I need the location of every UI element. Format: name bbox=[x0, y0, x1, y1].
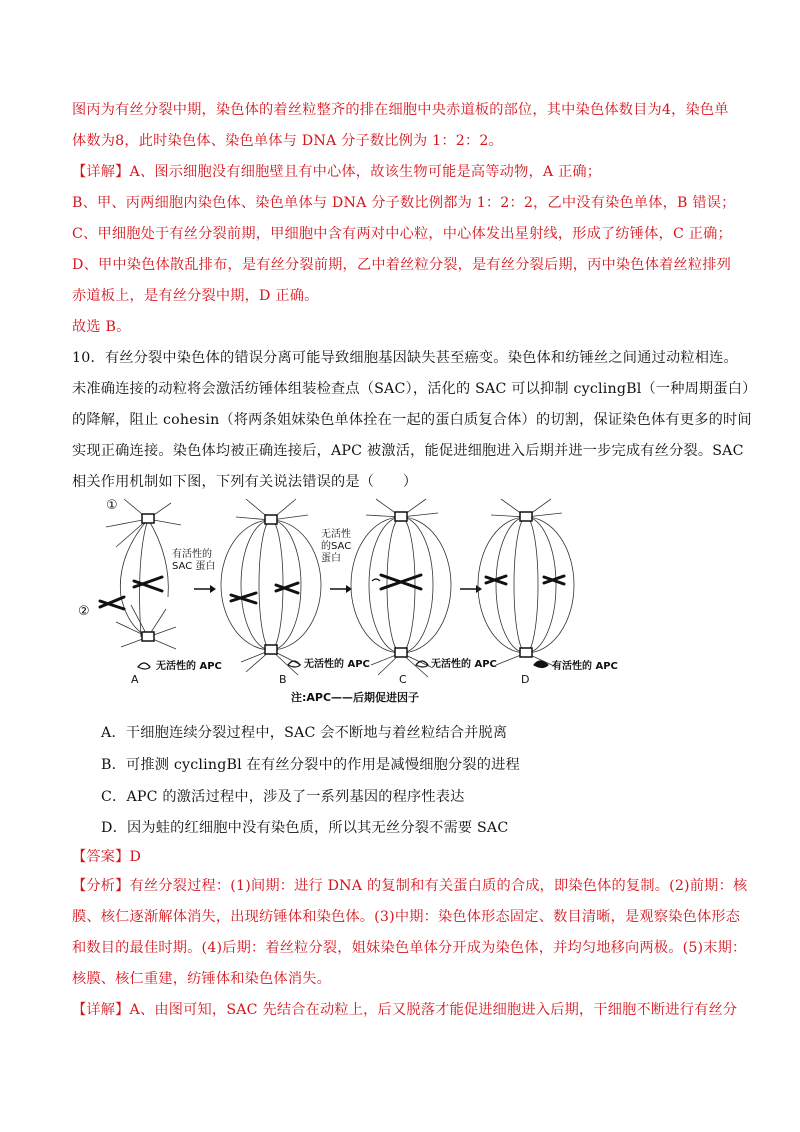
question-text: 的降解，阻止 cohesin（将两条姐妹染色单体拴在一起的蛋白质复合体）的切割，保证染色体有更多的时间 bbox=[72, 412, 752, 428]
text-line: 图丙为有丝分裂中期，染色体的着丝粒整齐的排在细胞中央赤道板的部位，其中染色体数目为4，染色单 bbox=[72, 102, 729, 118]
cell-b bbox=[221, 499, 370, 686]
marker-1: ① bbox=[106, 498, 118, 513]
inactive-apc-label: 无活性的 APC bbox=[431, 659, 497, 670]
text-line: C、甲细胞处于有丝分裂前期，甲细胞中含有两对中心粒，中心体发出星射线，形成了纺锤体，C 正确； bbox=[72, 226, 732, 242]
text-line: 【详解】A、图示细胞没有细胞壁且有中心体，故该生物可能是高等动物，A 正确； bbox=[72, 164, 602, 180]
mitosis-sac-figure bbox=[76, 497, 636, 707]
analysis-line: 【分析】有丝分裂过程：(1)间期：进行 DNA 的复制和有关蛋白质的合成，即染色体的复制。(2)前期：核 bbox=[72, 878, 748, 894]
active-sac-label: SAC 蛋白 bbox=[172, 561, 216, 572]
inactive-sac-label: 的SAC bbox=[321, 541, 352, 552]
answer-line: 【答案】D bbox=[72, 849, 142, 865]
text-line: 故选 B。 bbox=[72, 319, 131, 335]
panel-label-c: C bbox=[399, 673, 407, 686]
analysis-line: 和数目的最佳时期。(4)后期：着丝粒分裂，姐妹染色单体分开成为染色体，并均匀地移向两极。(5)末期： bbox=[72, 940, 747, 956]
option-d: D．因为蛙的红细胞中没有染色质，所以其无丝分裂不需要 SAC bbox=[101, 820, 509, 836]
panel-label-a: A bbox=[131, 673, 139, 686]
panel-label-d: D bbox=[521, 673, 530, 686]
active-sac-label: 有活性的 bbox=[172, 549, 212, 560]
active-apc-label: 有活性的 APC bbox=[552, 661, 618, 672]
option-c: C．APC 的激活过程中，涉及了一系列基因的程序性表达 bbox=[101, 789, 465, 805]
analysis-line: 核膜、核仁重建，纺锤体和染色体消失。 bbox=[72, 971, 331, 987]
detail-line: 【详解】A、由图可知，SAC 先结合在动粒上，后又脱落才能促进细胞进入后期，干细胞不断进行有丝分 bbox=[72, 1002, 738, 1018]
inactive-apc-label: 无活性的 APC bbox=[304, 659, 370, 670]
arrow-icon bbox=[476, 585, 482, 593]
inactive-sac-label: 蛋白 bbox=[321, 553, 341, 564]
figure-note: 注:APC——后期促进因子 bbox=[291, 691, 420, 704]
question-text: 未准确连接的动粒将会激活纺锤体组装检查点（SAC），活化的 SAC 可以抑制 cyclingBl（一种周期蛋白） bbox=[72, 381, 757, 397]
question-text: 相关作用机制如下图，下列有关说法错误的是（ ） bbox=[72, 474, 418, 490]
question-text: 实现正确连接。染色体均被正确连接后，APC 被激活，能促进细胞进入后期并进一步完成有丝分裂。SAC bbox=[72, 443, 744, 459]
cell-a bbox=[78, 498, 222, 686]
question-text: 10．有丝分裂中染色体的错误分离可能导致细胞基因缺失甚至癌变。染色体和纺锤丝之间通过动粒相连。 bbox=[72, 350, 738, 366]
inactive-apc-label: 无活性的 APC bbox=[156, 661, 222, 672]
text-line: 赤道板上，是有丝分裂中期，D 正确。 bbox=[72, 288, 319, 304]
text-line: D、甲中染色体散乱排布，是有丝分裂前期，乙中着丝粒分裂，是有丝分裂后期，丙中染色体着丝粒排列 bbox=[72, 257, 732, 273]
panel-label-b: B bbox=[279, 673, 287, 686]
arrow-icon bbox=[210, 585, 216, 593]
inactive-sac-label: 无活性 bbox=[321, 529, 351, 540]
option-b: B．可推测 cyclingBl 在有丝分裂中的作用是减慢细胞分裂的进程 bbox=[101, 757, 520, 773]
cell-d bbox=[478, 499, 618, 686]
text-line: B、甲、丙两细胞内染色体、染色单体与 DNA 分子数比例都为 1：2：2，乙中没有染色单体，B 错误； bbox=[72, 195, 736, 211]
cell-c bbox=[321, 499, 497, 686]
option-a: A．干细胞连续分裂过程中，SAC 会不断地与着丝粒结合并脱离 bbox=[101, 725, 508, 741]
marker-2: ② bbox=[78, 604, 90, 619]
analysis-line: 膜、核仁逐渐解体消失，出现纺锤体和染色体。(3)中期：染色体形态固定、数目清晰，是观察染色体形态 bbox=[72, 909, 741, 925]
text-line: 体数为8，此时染色体、染色单体与 DNA 分子数比例为 1：2：2。 bbox=[72, 133, 503, 149]
